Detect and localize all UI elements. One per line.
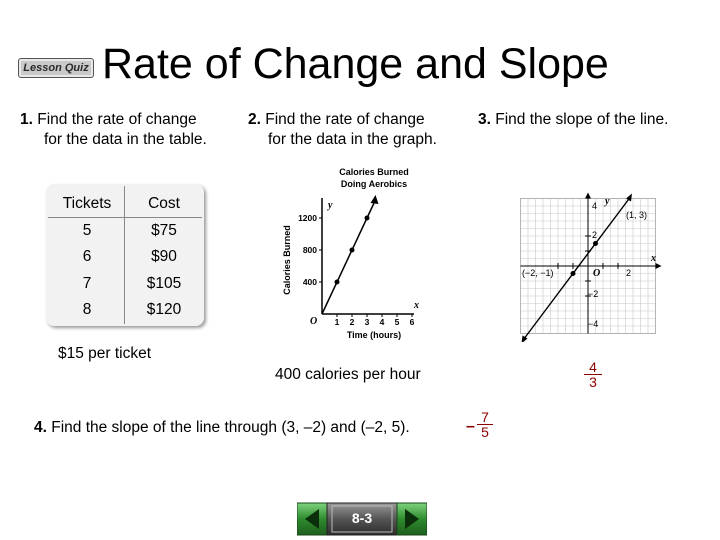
table-column-tickets (47, 192, 127, 325)
y-axis-arrow-icon (585, 193, 591, 199)
question-4 (34, 418, 410, 438)
next-button[interactable] (397, 503, 427, 535)
line-arrow-icon (371, 195, 379, 204)
point-label-a: (1, 3) (626, 210, 648, 220)
table-header-tickets: Tickets (62, 195, 112, 212)
previous-button[interactable] (297, 503, 327, 535)
question-2-line1: Find the rate of change (265, 111, 425, 128)
y-axis-label: Calories Burned (282, 225, 292, 295)
question-1-line2: for the data in the table. (44, 131, 207, 148)
data-point (335, 280, 340, 285)
question-4-number: 4. (34, 419, 47, 436)
table-cell: $90 (151, 248, 177, 265)
question-3 (478, 110, 668, 130)
question-1-number: 1. (20, 111, 33, 128)
answer-3-denominator: 3 (589, 374, 597, 390)
question-2 (248, 110, 425, 130)
lesson-number-label: 8-3 (351, 510, 373, 526)
origin-label: O (593, 268, 601, 279)
x-tick-label: 6 (409, 317, 415, 327)
question-1-line1: Find the rate of change (37, 111, 197, 128)
answer-4-numerator: 7 (477, 410, 493, 425)
chart-ticks (298, 213, 415, 327)
question-3-text: Find the slope of the line. (495, 111, 669, 128)
table-cell: $105 (146, 274, 182, 292)
table-cell: 8 (82, 301, 92, 318)
chart-marks (322, 195, 379, 314)
answer-3 (584, 360, 602, 389)
table-cell: $75 (151, 221, 177, 239)
chart-title-line1: Calories Burned (339, 167, 409, 177)
question-4-text: Find the slope of the line through (3, –2) and (–2, 5). (51, 419, 410, 436)
answer-4-sign: – (466, 418, 475, 435)
y-tick-label: −4 (588, 319, 599, 329)
point-label-b: (−2, −1) (522, 268, 554, 278)
origin-label: O (310, 316, 318, 327)
table-cell: 5 (82, 221, 92, 239)
table-cell: 6 (82, 248, 92, 265)
x-tick-label: 1 (334, 317, 340, 327)
y-tick-label: −2 (588, 289, 599, 299)
x-tick-label: 3 (364, 317, 370, 327)
answer-4 (477, 410, 493, 439)
table-cell: $120 (146, 301, 182, 318)
data-point (350, 248, 355, 253)
y-tick-label: 400 (302, 277, 317, 287)
x-tick-label: 5 (394, 317, 400, 327)
y-tick-label: 1200 (298, 213, 317, 223)
x-variable-label: x (651, 253, 656, 264)
lesson-nav-bar (297, 502, 427, 536)
lesson-button[interactable] (327, 503, 397, 535)
data-point (593, 241, 598, 246)
x-tick-label: 4 (379, 317, 385, 327)
answer-3-numerator: 4 (584, 360, 602, 375)
table-cell: 7 (82, 274, 92, 292)
x-axis-label: Time (hours) (346, 330, 402, 340)
data-point (571, 271, 576, 276)
calories-chart (280, 162, 430, 344)
x-tick-label: 2 (349, 317, 355, 327)
table-column-cost (124, 192, 204, 325)
y-tick-label: 800 (302, 245, 317, 255)
chart-title-line2: Doing Aerobics (340, 179, 408, 189)
data-point (365, 216, 370, 221)
answer-1: $15 per ticket (58, 345, 152, 362)
question-1 (20, 110, 197, 130)
answer-4-denominator: 5 (481, 424, 489, 440)
lesson-quiz-badge[interactable]: Lesson Quiz (18, 58, 94, 78)
y-variable-label: y (605, 196, 610, 207)
table-header-cost: Cost (148, 195, 180, 212)
x-tick-label: 2 (626, 268, 632, 278)
slope-graph (512, 190, 664, 342)
y-variable-label: y (328, 200, 333, 211)
y-tick-label: 4 (592, 201, 598, 211)
x-axis-arrow-icon (656, 263, 662, 269)
question-3-number: 3. (478, 111, 491, 128)
answer-2: 400 calories per hour (275, 366, 421, 383)
question-2-number: 2. (248, 111, 261, 128)
question-2-line2: for the data in the graph. (268, 131, 437, 148)
x-variable-label: x (414, 300, 419, 311)
page-title: Rate of Change and Slope (102, 40, 609, 88)
y-tick-label: 2 (592, 230, 598, 240)
